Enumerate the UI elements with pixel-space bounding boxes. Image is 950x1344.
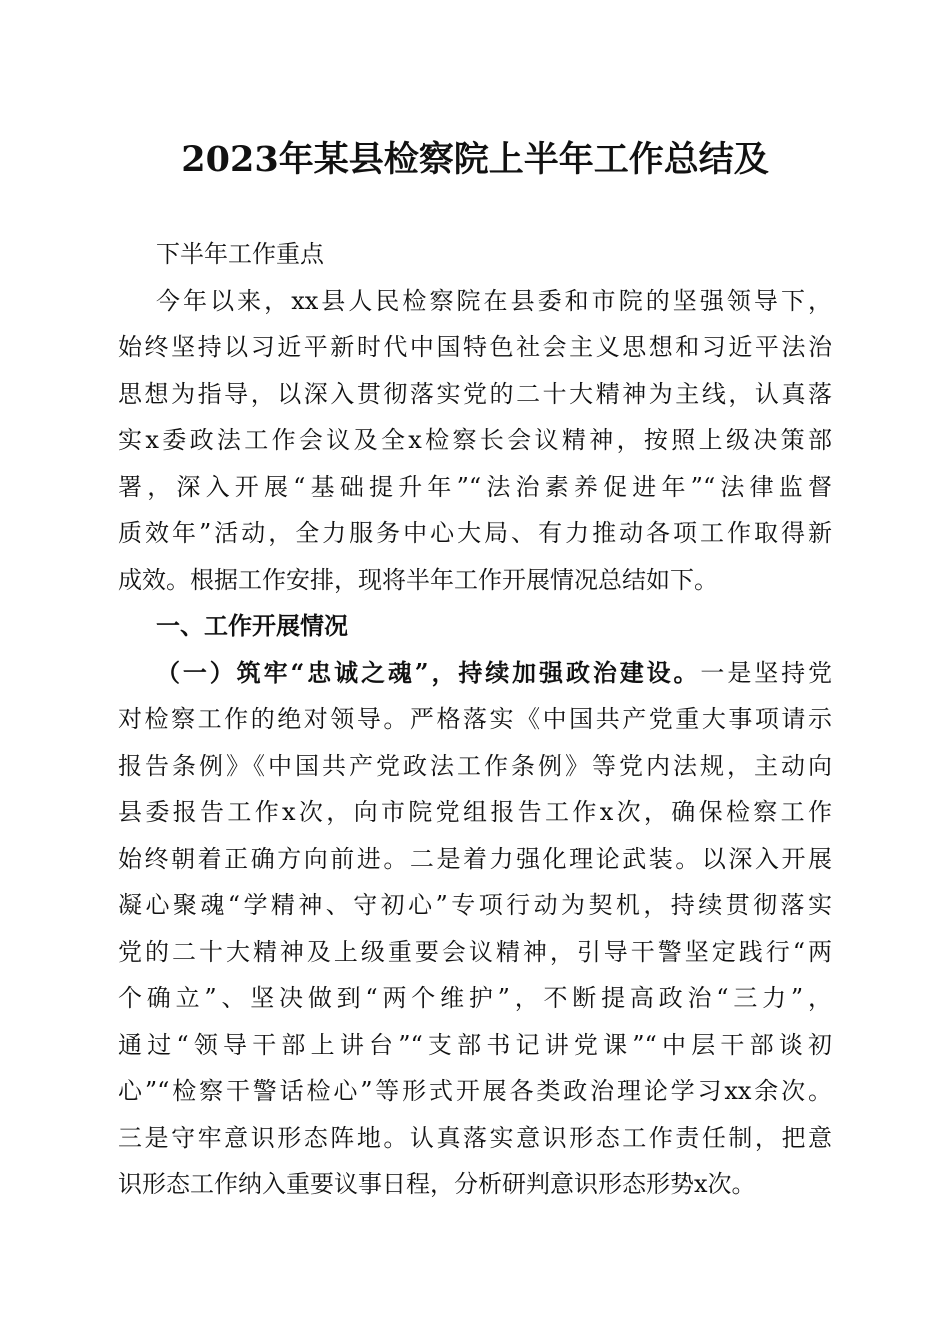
paragraph-line: 今年以来，xx县人民检察院在县委和市院的坚强领导下， <box>156 287 832 315</box>
sub-heading: （一）筑牢“忠诚之魂”，持续加强政治建设。 <box>156 658 701 687</box>
paragraph-line: 思想为指导，以深入贯彻落实党的二十大精神为主线，认真落 <box>118 380 832 408</box>
paragraph-line: 县委报告工作x次，向市院党组报告工作x次，确保检察工作 <box>118 798 832 826</box>
paragraph-line: 识形态工作纳入重要议事日程，分析研判意识形态形势x次。 <box>118 1170 756 1198</box>
paragraph-line: 党的二十大精神及上级重要会议精神，引导干警坚定践行“两 <box>118 938 832 966</box>
paragraph-line: 成效。根据工作安排，现将半年工作开展情况总结如下。 <box>118 566 718 594</box>
paragraph-line: 质效年”活动，全力服务中心大局、有力推动各项工作取得新 <box>118 519 832 547</box>
paragraph-line: 始终朝着正确方向前进。二是着力强化理论武装。以深入开展 <box>118 845 832 873</box>
paragraph-line: 实x委政法工作会议及全x检察长会议精神，按照上级决策部 <box>118 426 832 454</box>
document-title: 2023年某县检察院上半年工作总结及 <box>181 139 769 180</box>
paragraph-line: 通过“领导干部上讲台”“支部书记讲党课”“中层干部谈初 <box>118 1031 832 1059</box>
paragraph-line: 署，深入开展“基础提升年”“法治素养促进年”“法律监督 <box>118 473 832 501</box>
sub-heading-continuation: 一是坚持党 <box>700 659 833 687</box>
sub-heading-line <box>156 657 832 689</box>
paragraph-line: 三是守牢意识形态阵地。认真落实意识形态工作责任制，把意 <box>118 1124 832 1152</box>
paragraph-line: 对检察工作的绝对领导。严格落实《中国共产党重大事项请示 <box>118 705 832 733</box>
document-subtitle: 下半年工作重点 <box>156 240 324 268</box>
paragraph-line: 凝心聚魂“学精神、守初心”专项行动为契机，持续贯彻落实 <box>118 891 832 919</box>
paragraph-line: 个确立”、坚决做到“两个维护”，不断提高政治“三力”， <box>118 984 832 1012</box>
paragraph-line: 心”“检察干警话检心”等形式开展各类政治理论学习xx余次。 <box>118 1077 832 1105</box>
paragraph-line: 始终坚持以习近平新时代中国特色社会主义思想和习近平法治 <box>118 333 832 361</box>
section-heading: 一、工作开展情况 <box>156 612 348 640</box>
paragraph-line: 报告条例》《中国共产党政法工作条例》等党内法规，主动向 <box>118 752 832 780</box>
